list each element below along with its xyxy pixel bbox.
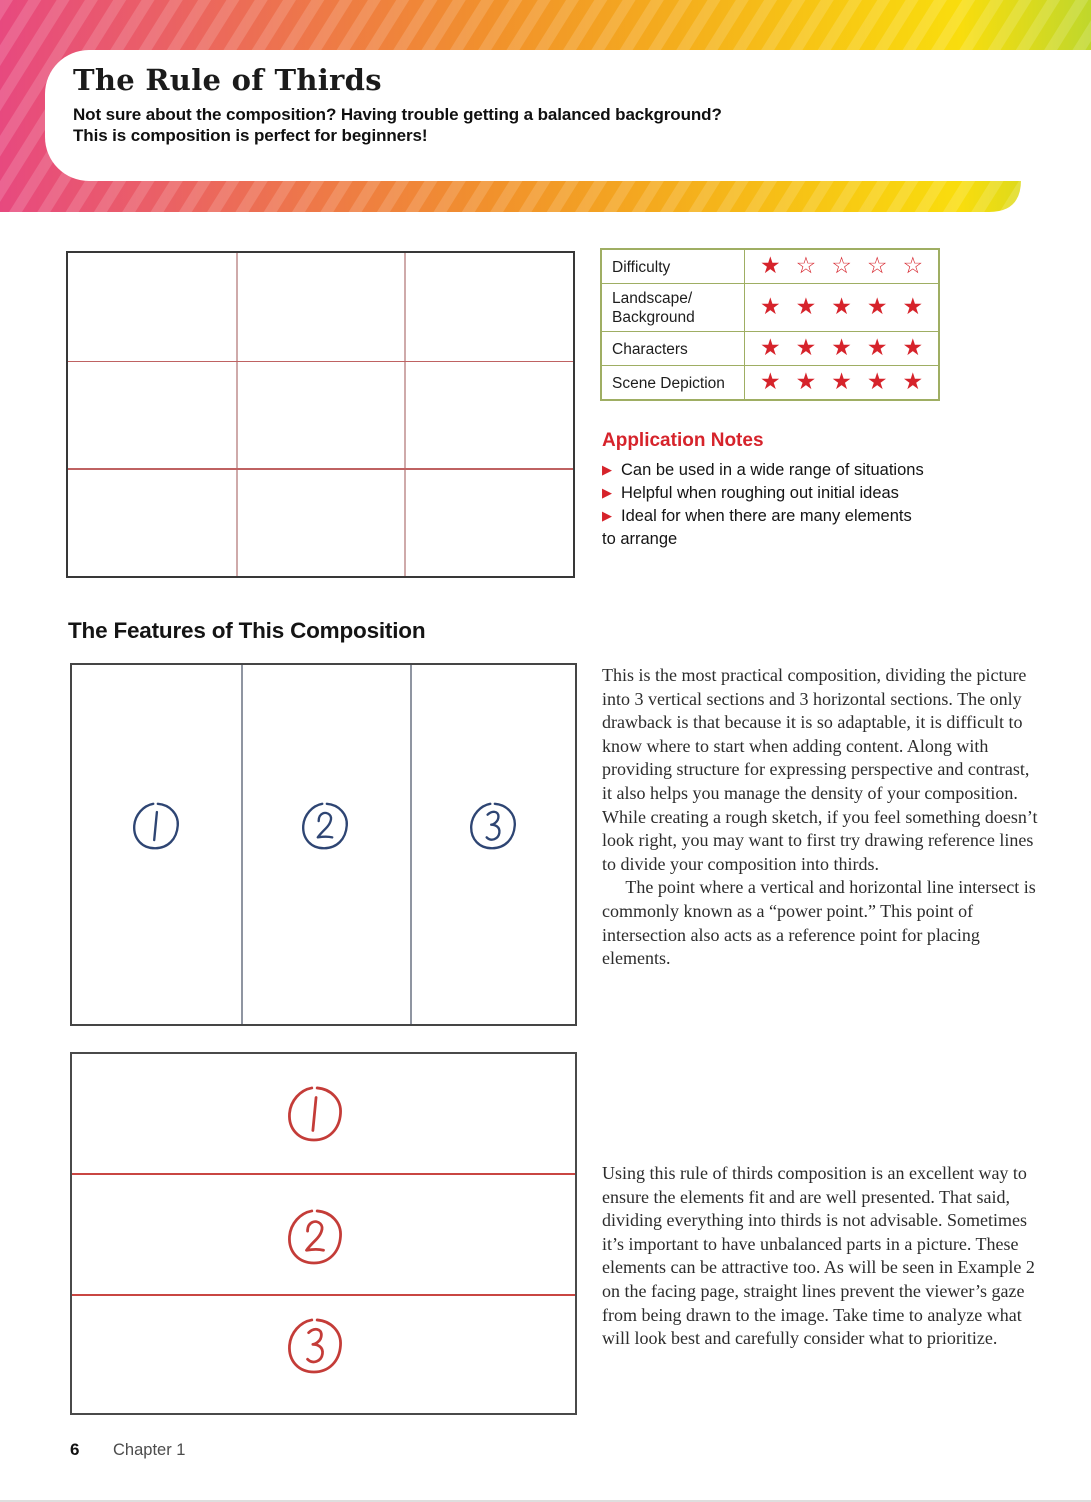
arrow-bullet-icon: ▶ xyxy=(602,485,612,500)
hand-drawn-circle xyxy=(127,798,185,856)
hand-drawn-circle xyxy=(281,1204,349,1272)
table-row xyxy=(602,365,938,399)
note-continuation: to arrange xyxy=(602,530,678,548)
section-divider xyxy=(72,1173,575,1175)
star-filled-icon: ★ xyxy=(866,335,888,361)
grid-vertical-line xyxy=(404,253,406,576)
body-paragraph: This is the most practical composition, dividing the picture into 3 vertical sections and 3 horizontal sections. The only drawback is that because it is so adaptable, it is difficult to know where to start when adding content. Along with providing structure for expressing perspective and contrast, it also helps you manage the density of your composition. While creating a rough sketch, if you feel something doesn’t look right, you may want to first try drawing reference lines to divide your composition into thirds. xyxy=(602,665,1038,874)
star-filled-icon: ★ xyxy=(795,335,817,361)
page-number: 6 xyxy=(70,1440,80,1459)
body-text-main xyxy=(602,664,1038,971)
rule-of-thirds-grid xyxy=(66,251,575,578)
star-rating xyxy=(745,250,938,283)
page-subtitle xyxy=(73,104,1061,146)
title-box xyxy=(45,50,1091,181)
arrow-bullet-icon: ▶ xyxy=(602,508,612,523)
circled-number-2 xyxy=(296,798,354,861)
note-text: Helpful when roughing out initial ideas xyxy=(621,484,899,502)
section-divider xyxy=(410,665,412,1024)
note-item xyxy=(602,482,1032,505)
subtitle-line-2: This is composition is perfect for beginners! xyxy=(73,126,428,145)
circled-number-3 xyxy=(281,1313,349,1386)
row-label: Scene Depiction xyxy=(602,366,745,399)
body-paragraph: The point where a vertical and horizontal line intersect is commonly known as a “power point.” This point of intersection also acts as a reference point for placing elements. xyxy=(602,877,1036,969)
table-row xyxy=(602,331,938,365)
star-filled-icon: ★ xyxy=(902,369,924,395)
star-filled-icon: ★ xyxy=(866,294,888,320)
circled-number-3 xyxy=(464,798,522,861)
section-divider xyxy=(72,1294,575,1296)
star-filled-icon: ★ xyxy=(760,335,781,361)
table-row xyxy=(602,283,938,331)
horizontal-thirds-diagram xyxy=(70,1052,577,1415)
application-notes-list xyxy=(602,459,1032,528)
table-row xyxy=(602,250,938,283)
star-rating xyxy=(745,366,938,399)
circled-number-2 xyxy=(281,1204,349,1277)
star-outline-icon: ☆ xyxy=(902,253,924,279)
row-label: Characters xyxy=(602,332,745,365)
star-filled-icon: ★ xyxy=(760,369,781,395)
star-filled-icon: ★ xyxy=(866,369,888,395)
features-heading: The Features of This Composition xyxy=(68,618,426,643)
note-item xyxy=(602,505,1032,528)
star-rating xyxy=(745,284,938,331)
star-filled-icon: ★ xyxy=(902,294,924,320)
star-filled-icon: ★ xyxy=(831,294,852,320)
note-text: Can be used in a wide range of situations xyxy=(621,461,924,479)
star-filled-icon: ★ xyxy=(831,369,852,395)
hand-drawn-circle xyxy=(281,1081,349,1149)
grid-vertical-line xyxy=(236,253,238,576)
star-filled-icon: ★ xyxy=(760,294,781,320)
circled-number-1 xyxy=(281,1081,349,1154)
body-paragraph: Using this rule of thirds composition is an excellent way to ensure the elements fit and are well presented. That said, dividing everything into thirds is not advisable. Sometimes it’s important to have unbalanced parts in a picture. These elements can be attractive too. As will be seen in Example 2 on the facing page, straight lines prevent the viewer’s gaze from being drawn to the image. Take time to analyze what will look best and carefully consider what to prioritize. xyxy=(602,1163,1035,1349)
vertical-thirds-diagram xyxy=(70,663,577,1026)
star-filled-icon: ★ xyxy=(902,335,924,361)
circled-number-1 xyxy=(127,798,185,861)
arrow-bullet-icon: ▶ xyxy=(602,462,612,477)
row-label: Landscape/​Background xyxy=(602,284,745,331)
star-outline-icon: ☆ xyxy=(795,253,817,279)
grid-horizontal-line xyxy=(68,361,573,363)
grid-horizontal-line xyxy=(68,468,573,470)
body-text-bottom xyxy=(602,1162,1038,1351)
row-label: Difficulty xyxy=(602,250,745,283)
section-divider xyxy=(241,665,243,1024)
star-filled-icon: ★ xyxy=(795,369,817,395)
star-filled-icon: ★ xyxy=(831,335,852,361)
star-rating xyxy=(745,332,938,365)
star-filled-icon: ★ xyxy=(795,294,817,320)
page-title: The Rule of Thirds xyxy=(73,63,382,97)
note-item xyxy=(602,459,1032,482)
header-banner xyxy=(0,0,1091,212)
star-outline-icon: ☆ xyxy=(866,253,888,279)
star-outline-icon: ☆ xyxy=(831,253,852,279)
chapter-label: Chapter 1 xyxy=(113,1441,186,1459)
star-filled-icon: ★ xyxy=(760,253,781,279)
ratings-table xyxy=(600,248,940,401)
subtitle-line-1: Not sure about the composition? Having trouble getting a balanced background? xyxy=(73,105,722,124)
hand-drawn-circle xyxy=(296,798,354,856)
note-text: Ideal for when there are many elements xyxy=(621,507,912,525)
application-notes xyxy=(602,430,1032,551)
application-notes-heading: Application Notes xyxy=(602,430,764,451)
hand-drawn-circle xyxy=(281,1313,349,1381)
hand-drawn-circle xyxy=(464,798,522,856)
